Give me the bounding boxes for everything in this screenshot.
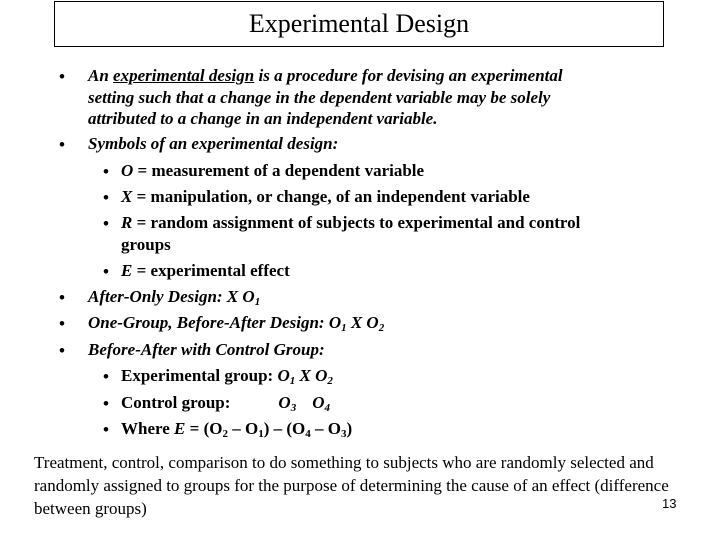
experimental-group-item: Experimental group: $O_1$ X $O_2$ [121,366,333,387]
slide-title-text: Experimental Design [248,9,470,38]
sub-bullet-dot: • [103,420,109,439]
sub-bullet-dot: • [103,394,109,413]
sub-bullet-dot: • [103,214,109,233]
control-group-item: Control group: $O_3$ $O_4$ [121,393,330,414]
sub-bullet-dot: • [103,188,109,207]
page-number: 13 [662,496,677,511]
symbol-e-item: E = experimental effect [121,261,290,280]
bullet-symbols: Symbols of an experimental design: [88,134,339,153]
symbol-r-item-cont: groups [121,235,171,254]
experimental-design-term: experimental design [113,66,255,85]
bullet-definition-line1: An experimental design is a procedure for devising an experimental [88,66,563,85]
sub-bullet-dot: • [103,162,109,181]
sub-bullet-dot: • [103,367,109,386]
bullet-dot: • [59,135,65,154]
bullet-dot: • [59,288,65,307]
symbol-r-item: R = random assignment of subjects to experimental and control [121,213,581,232]
sub-bullet-dot: • [103,262,109,281]
control-group-design: Before-After with Control Group: [88,340,325,359]
one-group-design: One-Group, Before-After Design: $O_1$ X $O_2$ [88,313,385,334]
bullet-dot: • [59,67,65,86]
effect-formula-item: Where $E = (O_2 - O_1) - (O_4 - O_3)$ [121,419,353,440]
bullet-dot: • [59,314,65,333]
bullet-definition-line2: setting such that a change in the dependent variable may be solely [88,88,551,107]
symbol-o-item: O = measurement of a dependent variable [121,161,425,180]
footer-note: Treatment, control, comparison to do something to subjects who are randomly selected and randomly assigned to groups for the purpose of determining the cause of an effect (difference between groups) [34,453,669,518]
bullet-definition-line3: attributed to a change in an independent variable. [88,109,438,128]
symbol-x-item: X = manipulation, or change, of an independent variable [121,187,530,206]
bullet-dot: • [59,341,65,360]
after-only-design: After-Only Design: X $O_1$ [88,287,261,308]
